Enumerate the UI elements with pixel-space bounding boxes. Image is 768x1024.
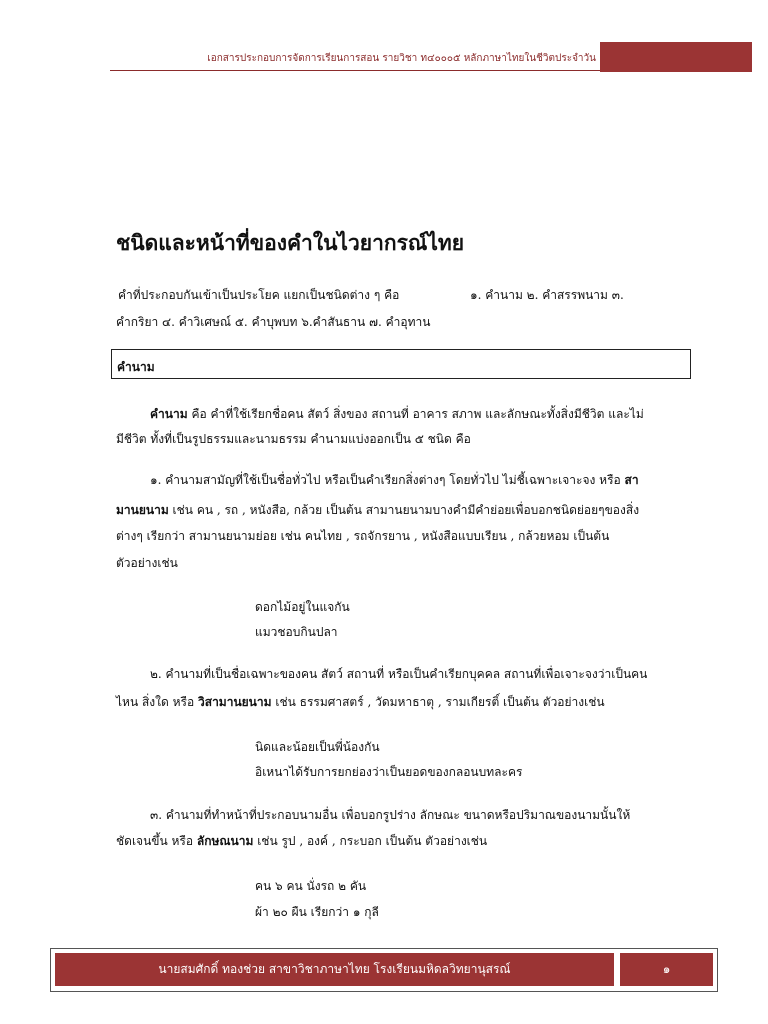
para2-line-1-text: ๑. คำนามสามัญที่ใช้เป็นชื่อทั่วไป หรือเป็นคำเรียกสิ่งต่างๆ โดยทั่วไป ไม่ชี้เฉพาะเจาะจง หรือ	[150, 473, 625, 487]
example1-line-2: แมวชอบกินปลา	[255, 625, 338, 639]
section-heading: คำนาม	[117, 360, 155, 374]
intro-line-1b: ๑. คำนาม ๒. คำสรรพนาม ๓.	[470, 288, 624, 302]
term-common-noun-start: สา	[624, 473, 639, 487]
para4-line-1: ๓. คำนามที่ทำหน้าที่ประกอบนามอื่น เพื่อบอกรูปร่าง ลักษณะ ขนาดหรือปริมาณของนามนั้นให้	[150, 808, 631, 822]
header-accent-block	[600, 42, 752, 72]
page-number: ๑	[620, 953, 713, 986]
example3-line-1: คน ๖ คน นั่งรถ ๒ คัน	[255, 879, 367, 893]
term-proper-noun: วิสามานยนาม	[198, 695, 272, 709]
para3-line-2	[116, 693, 605, 712]
section-heading-box	[111, 349, 691, 379]
intro-line-1a: คำที่ประกอบกันเข้าเป็นประโยค แยกเป็นชนิดต่าง ๆ คือ	[118, 288, 400, 302]
para1-line-1-text: คือ คำที่ใช้เรียกชื่อคน สัตว์ สิ่งของ สถานที่ อาคาร สภาพ และลักษณะทั้งสิ่งมีชีวิต และไม่	[187, 407, 644, 421]
term-noun: คำนาม	[150, 407, 188, 421]
para4-line-2-start: ชัดเจนขึ้น หรือ	[116, 834, 197, 848]
example2-line-2: อิเหนาได้รับการยกย่องว่าเป็นยอดของกลอนบทละคร	[255, 765, 523, 779]
footer-author: นายสมศักดิ์ ทองช่วย สาขาวิชาภาษาไทย โรงเรียนมหิดลวิทยานุสรณ์	[55, 953, 614, 986]
para2-line-2	[116, 501, 639, 520]
para4-line-2-end: เช่น รูป , องค์ , กระบอก เป็นต้น ตัวอย่างเช่น	[253, 834, 488, 848]
term-classifier-noun: ลักษณนาม	[196, 834, 254, 848]
para3-line-2-end: เช่น ธรรมศาสตร์ , วัดมหาธาตุ , รามเกียรติ์ เป็นต้น ตัวอย่างเช่น	[271, 695, 605, 709]
para3-line-2-start: ไหน สิ่งใด หรือ	[116, 695, 198, 709]
header-rule	[110, 70, 600, 71]
para2-line-1	[150, 471, 639, 490]
para4-line-2	[116, 832, 487, 851]
intro-line-2: คำกริยา ๔. คำวิเศษณ์ ๕. คำบุพบท ๖.คำสันธาน ๗. คำอุทาน	[116, 315, 431, 329]
page-title: ชนิดและหน้าที่ของคำในไวยากรณ์ไทย	[116, 230, 465, 255]
example2-line-1: นิดและน้อยเป็นพี่น้องกัน	[255, 740, 380, 754]
para2-line-4: ตัวอย่างเช่น	[116, 556, 178, 570]
header-text: เอกสารประกอบการจัดการเรียนการสอน รายวิชา ท๔๐๐๐๕ หลักภาษาไทยในชีวิตประจำวัน	[207, 53, 596, 64]
para1-line-2: มีชีวิต ทั้งที่เป็นรูปธรรมและนามธรรม คำนามแบ่งออกเป็น ๕ ชนิด คือ	[116, 432, 471, 446]
para2-line-3: ต่างๆ เรียกว่า สามานยนามย่อย เช่น คนไทย , รถจักรยาน , หนังสือแบบเรียน , กล้วยหอม เป็นต้น	[116, 529, 610, 543]
para3-line-1: ๒. คำนามที่เป็นชื่อเฉพาะของคน สัตว์ สถานที่ หรือเป็นคำเรียกบุคคล สถานที่เพื่อเจาะจงว่าเป็นคน	[150, 667, 648, 681]
para1-line-1	[150, 405, 644, 424]
para2-line-2-text: เช่น คน , รถ , หนังสือ, กล้วย เป็นต้น สามานยนามบางคำมีคำย่อยเพื่อบอกชนิดย่อยๆของสิ่ง	[168, 503, 640, 517]
term-common-noun-end: มานยนาม	[116, 503, 169, 517]
example3-line-2: ผ้า ๒๐ ผืน เรียกว่า ๑ กุลี	[255, 905, 379, 919]
example1-line-1: ดอกไม้อยู่ในแจกัน	[255, 600, 350, 614]
